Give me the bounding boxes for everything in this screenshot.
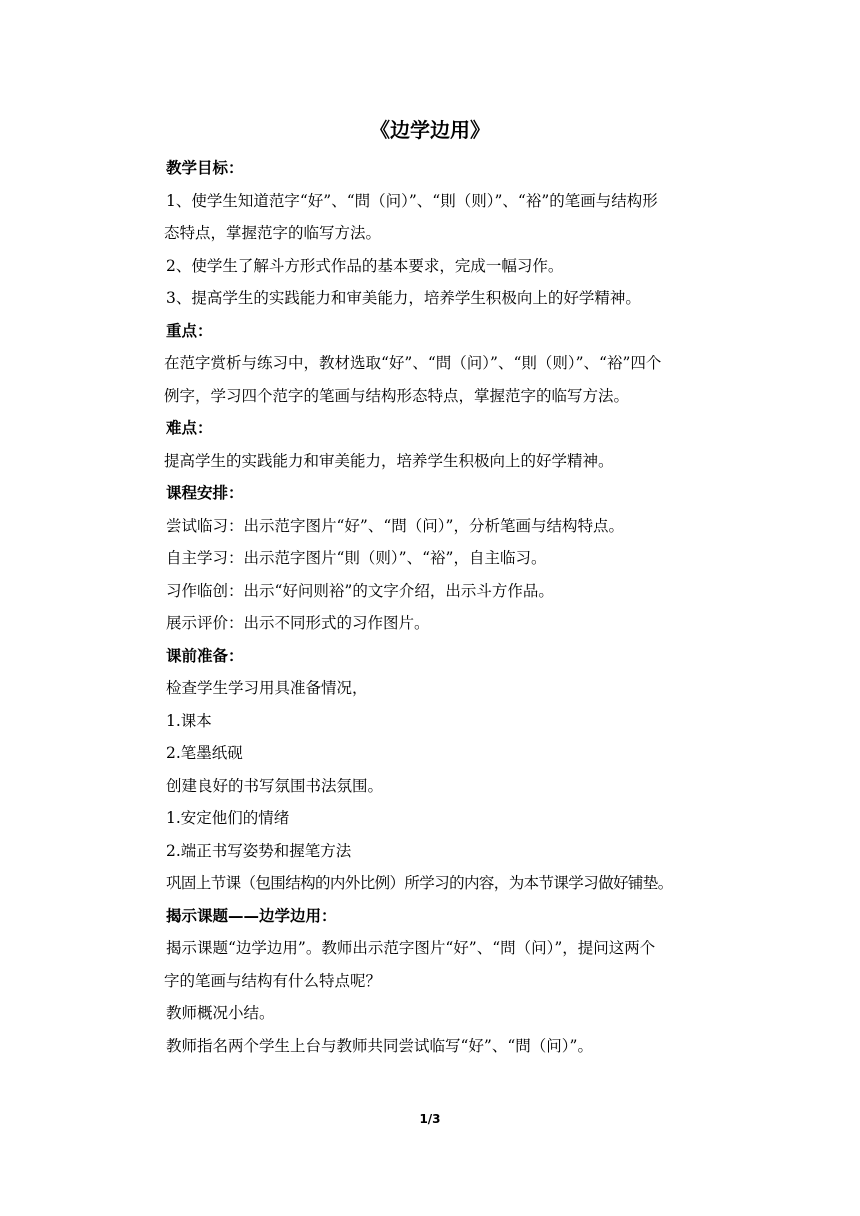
prep-item-3: 2.笔墨纸砚	[166, 744, 243, 762]
section-heading-key: 重点：	[166, 321, 213, 340]
schedule-item-1: 尝试临习：出示范字图片“好”、“問（问）”，分析笔画与结构特点。	[166, 516, 624, 535]
section-heading-schedule: 课程安排：	[166, 484, 244, 502]
document-body	[166, 152, 738, 1062]
difficulty-text: 提高学生的实践能力和审美能力，培养学生积极向上的好学精神。	[164, 451, 614, 470]
key-text-line-1: 在范字赏析与练习中，教材选取“好”、“問（问）”、“則（则）”、“裕”四个	[164, 354, 662, 372]
goal-item-2: 2、使学生了解斗方形式作品的基本要求，完成一幅习作。	[166, 256, 564, 275]
prep-item-5: 1.安定他们的情绪	[166, 809, 290, 827]
schedule-item-4: 展示评价：出示不同形式的习作图片。	[166, 614, 430, 632]
reveal-item-3: 教师指名两个学生上台与教师共同尝试临写“好”、“問（问）”。	[166, 1036, 593, 1055]
reveal-item-2: 教师概况小结。	[166, 1004, 275, 1022]
section-heading-goals: 教学目标：	[166, 159, 244, 177]
section-heading-difficulty: 难点：	[166, 419, 213, 437]
key-text-line-2: 例字，学习四个范字的笔画与结构形态特点，掌握范字的临写方法。	[164, 386, 630, 405]
document-title: 《边学边用》	[370, 118, 490, 142]
page-number: 1/3	[419, 1112, 441, 1126]
reveal-item-1-line-2: 字的笔画与结构有什么特点呢？	[164, 971, 382, 990]
goal-item-3: 3、提高学生的实践能力和审美能力，培养学生积极向上的好学精神。	[166, 289, 641, 307]
goal-item-1-line-1: 1、使学生知道范字“好”、“問（问）”、“則（则）”、“裕”的笔画与结构形	[166, 191, 658, 210]
prep-item-1: 检查学生学习用具准备情况，	[166, 679, 368, 697]
reveal-item-1-line-1: 揭示课题“边学边用”。教师出示范字图片“好”、“問（问）”，提问这两个	[166, 939, 656, 957]
prep-item-7: 巩固上节课（包围结构的内外比例）所学习的内容，为本节课学习做好铺垫。	[166, 874, 673, 892]
section-heading-prep: 课前准备：	[166, 646, 244, 665]
schedule-item-3: 习作临创：出示“好问则裕”的文字介绍，出示斗方作品。	[166, 581, 554, 600]
goal-item-1-line-2: 态特点，掌握范字的临写方法。	[164, 224, 382, 242]
section-heading-reveal: 揭示课题——边学边用：	[166, 906, 337, 925]
prep-item-6: 2.端正书写姿势和握笔方法	[166, 841, 352, 860]
prep-item-4: 创建良好的书写氛围书法氛围。	[166, 776, 384, 795]
prep-item-2: 1.课本	[166, 711, 212, 730]
schedule-item-2: 自主学习：出示范字图片“則（则）”、“裕”，自主临习。	[166, 549, 547, 567]
